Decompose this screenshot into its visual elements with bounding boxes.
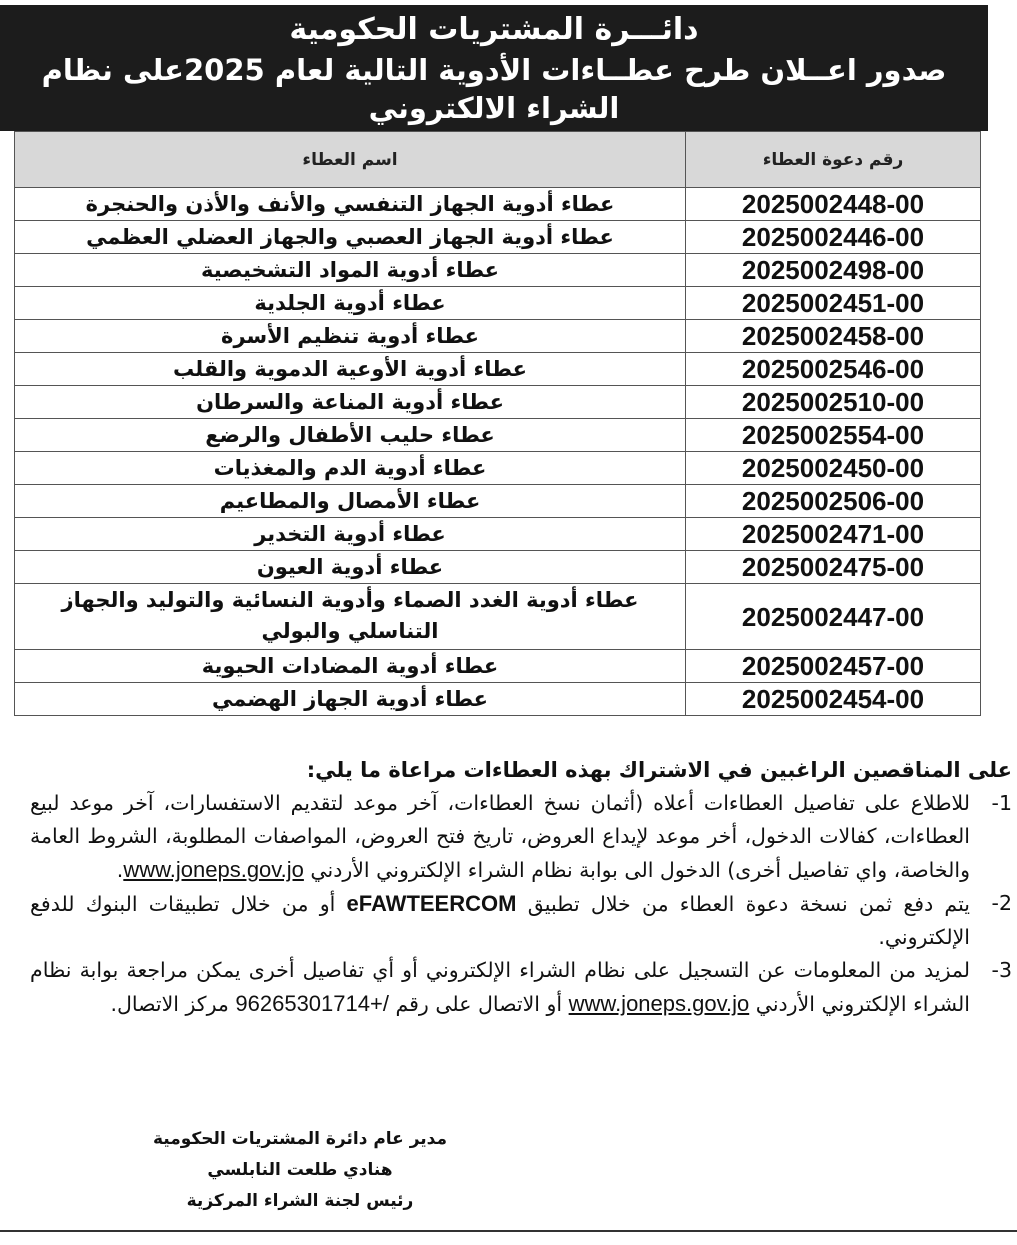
bottom-divider — [0, 1230, 1017, 1232]
note-item-3 — [10, 954, 1012, 1021]
tender-name: عطاء أدوية المناعة والسرطان — [15, 386, 686, 419]
table-header-row — [15, 132, 981, 188]
table-row — [15, 584, 981, 650]
notes-section — [10, 753, 1012, 1021]
signature-name: هنادي طلعت النابلسي — [207, 1160, 393, 1180]
tender-name: عطاء أدوية الجهاز التنفسي والأنف والأذن والحنجرة — [15, 188, 686, 221]
tender-name: عطاء أدوية العيون — [15, 551, 686, 584]
tender-number: 2025002458-00 — [686, 320, 981, 353]
note-item-2 — [10, 887, 1012, 954]
joneps-link[interactable]: www.joneps.gov.jo — [123, 857, 304, 882]
tender-number: 2025002450-00 — [686, 452, 981, 485]
table-row — [15, 188, 981, 221]
signature-role: رئيس لجنة الشراء المركزية — [186, 1191, 414, 1211]
note-end: . — [116, 858, 124, 882]
note-body-b: أو الاتصال على رقم — [395, 992, 563, 1016]
note-number: 1- — [991, 791, 1012, 815]
table-row — [15, 518, 981, 551]
tender-number: 2025002475-00 — [686, 551, 981, 584]
table-row — [15, 353, 981, 386]
note-body-b: أو من خلال تطبيقات البنوك للدفع الإلكتروني. — [30, 892, 970, 949]
signature-title: مدير عام دائرة المشتريات الحكومية — [152, 1129, 448, 1149]
tender-name: عطاء الأمصال والمطاعيم — [15, 485, 686, 518]
column-header-number: رقم دعوة العطاء — [686, 132, 981, 188]
tender-name: عطاء أدوية المواد التشخيصية — [15, 254, 686, 287]
tender-name: عطاء أدوية الدم والمغذيات — [15, 452, 686, 485]
tender-name: عطاء أدوية التخدير — [15, 518, 686, 551]
note-body: للاطلاع على تفاصيل العطاءات أعلاه (أثمان نسخ العطاءات، آخر موعد لتقديم الاستفسارات، آخر موعد لبيع العطاءات، كفالات الدخول، أخر موعد لإيداع العروض، تاريخ فتح العروض، المواصفات المطلوبة، الشروط العامة والخاصة، واي تفاصيل أخرى) الدخول الى بوابة نظام الشراء الإلكتروني الأردني — [30, 791, 970, 882]
table-row — [15, 452, 981, 485]
tender-number: 2025002451-00 — [686, 287, 981, 320]
tender-name: عطاء أدوية الجهاز الهضمي — [15, 683, 686, 716]
note-body-c: مركز الاتصال. — [110, 992, 229, 1016]
tender-name: عطاء حليب الأطفال والرضع — [15, 419, 686, 452]
table-row — [15, 419, 981, 452]
table-row — [15, 485, 981, 518]
tender-number: 2025002498-00 — [686, 254, 981, 287]
note-item-1 — [10, 787, 1012, 887]
note-body-a: يتم دفع ثمن نسخة دعوة العطاء من خلال تطبيق — [527, 892, 970, 916]
signature-block — [150, 1124, 450, 1217]
payment-app-name: eFAWTEERCOM — [346, 891, 517, 916]
department-title: دائـــرة المشتريات الحكومية — [289, 12, 699, 47]
phone-number: 96265301714+/ — [235, 991, 389, 1016]
tender-name: عطاء أدوية الجهاز العصبي والجهاز العضلي العظمي — [15, 221, 686, 254]
tender-number: 2025002546-00 — [686, 353, 981, 386]
table-row — [15, 254, 981, 287]
tender-number: 2025002471-00 — [686, 518, 981, 551]
tender-name: عطاء أدوية المضادات الحيوية — [15, 650, 686, 683]
tenders-table — [14, 131, 981, 716]
table-row — [15, 650, 981, 683]
joneps-link[interactable]: www.joneps.gov.jo — [568, 991, 750, 1016]
note-text — [10, 787, 970, 887]
note-text — [10, 887, 970, 954]
table-row — [15, 287, 981, 320]
tender-number: 2025002447-00 — [686, 584, 981, 650]
table-row — [15, 551, 981, 584]
table-row — [15, 386, 981, 419]
tender-number: 2025002554-00 — [686, 419, 981, 452]
tender-number: 2025002454-00 — [686, 683, 981, 716]
tender-number: 2025002510-00 — [686, 386, 981, 419]
tender-number: 2025002448-00 — [686, 188, 981, 221]
tender-name: عطاء أدوية الغدد الصماء وأدوية النسائية والتوليد والجهاز التناسلي والبولي — [15, 584, 686, 650]
table-row — [15, 221, 981, 254]
note-body-a: لمزيد من المعلومات عن التسجيل على نظام الشراء الإلكتروني أو أي تفاصيل أخرى يمكن مراجعة بوابة نظام الشراء الإلكتروني الأردني — [30, 958, 970, 1016]
note-text — [10, 954, 970, 1021]
tender-name: عطاء أدوية تنظيم الأسرة — [15, 320, 686, 353]
table-row — [15, 683, 981, 716]
tender-number: 2025002506-00 — [686, 485, 981, 518]
tender-name: عطاء أدوية الجلدية — [15, 287, 686, 320]
announcement-header — [0, 5, 988, 131]
tender-number: 2025002457-00 — [686, 650, 981, 683]
announcement-subtitle: صدور اعــلان طرح عطــاءات الأدوية التالية لعام 2025على نظام الشراء الالكتروني — [41, 53, 947, 125]
column-header-name: اسم العطاء — [15, 132, 686, 188]
note-number: 2- — [991, 891, 1012, 915]
table-row — [15, 320, 981, 353]
tender-number: 2025002446-00 — [686, 221, 981, 254]
tender-name: عطاء أدوية الأوعية الدموية والقلب — [15, 353, 686, 386]
notes-title: على المناقصين الراغبين في الاشتراك بهذه العطاءات مراعاة ما يلي: — [306, 758, 1012, 782]
note-number: 3- — [991, 958, 1012, 982]
